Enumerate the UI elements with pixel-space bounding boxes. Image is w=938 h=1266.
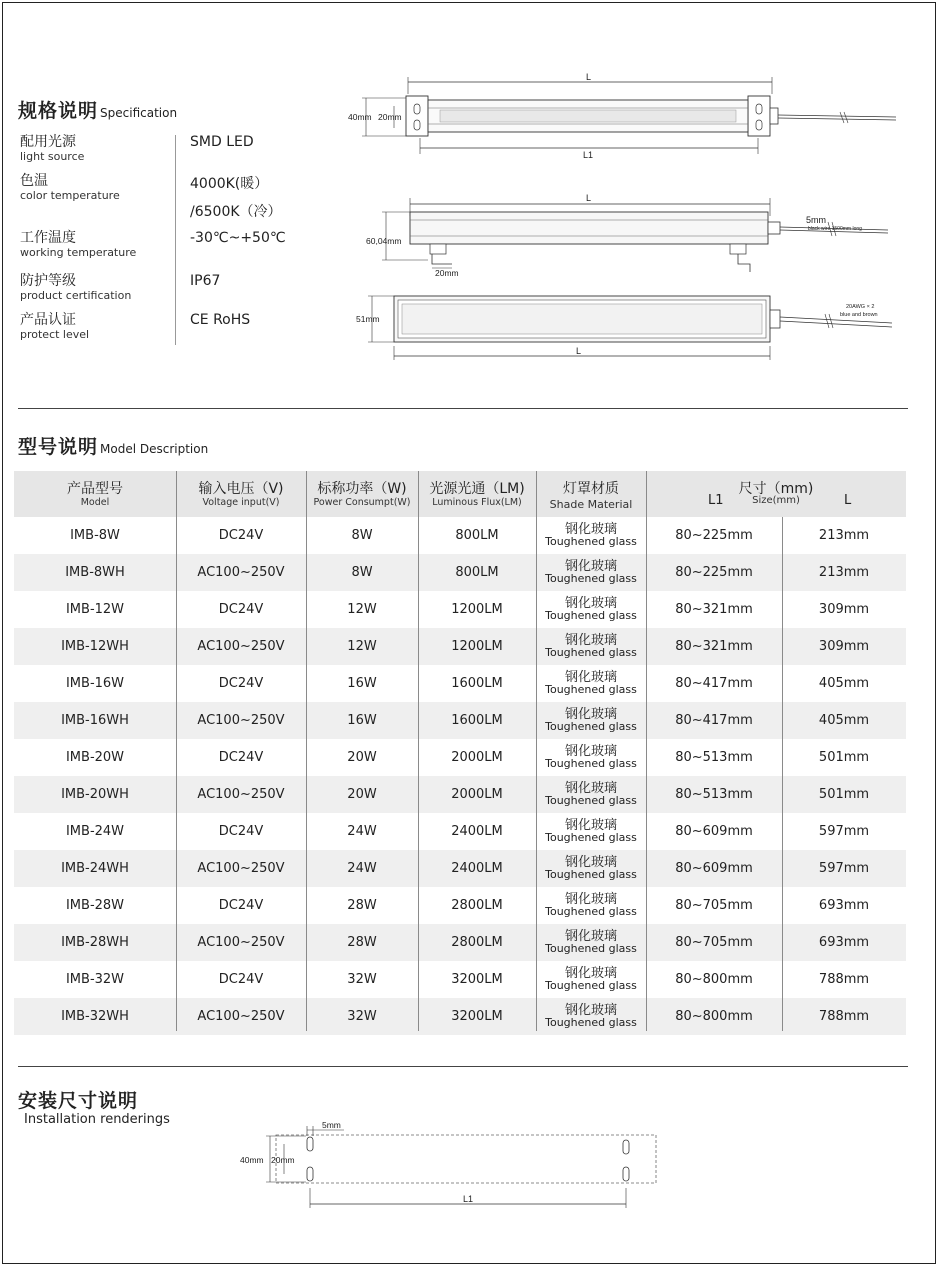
- cell-l1: 80~609mm: [675, 824, 753, 839]
- divider-spec: [18, 408, 908, 409]
- cell-l: 213mm: [818, 565, 870, 580]
- spec-value-color-temp-cold: /6500K（冷）: [190, 204, 282, 220]
- cell-power: 16W: [347, 676, 377, 691]
- cell-voltage: AC100~250V: [197, 1009, 285, 1024]
- cell-flux: 2000LM: [451, 750, 503, 765]
- cell-shade: 钢化玻璃 Toughened glass: [545, 892, 637, 918]
- cell-model: IMB-12W: [65, 602, 125, 617]
- col-divider: [418, 471, 419, 1031]
- cell-flux: 2800LM: [451, 898, 503, 913]
- table-row: [14, 998, 906, 1035]
- cell-model: IMB-28WH: [61, 935, 129, 950]
- cell-flux: 1600LM: [451, 676, 503, 691]
- cell-power: 12W: [347, 602, 377, 617]
- installation-drawing: [236, 1116, 666, 1210]
- cell-l1: 80~609mm: [675, 861, 753, 876]
- header-size: 尺寸（mm) Size(mm) L1 L: [708, 481, 852, 508]
- cell-flux: 1200LM: [451, 602, 503, 617]
- spec-row-light-source: 配用光源 light source: [20, 134, 85, 163]
- install-title-cn: 安装尺寸说明: [18, 1090, 139, 1112]
- table-header: [14, 471, 906, 517]
- side-dim-h: 60,04mm: [366, 236, 402, 246]
- cell-voltage: AC100~250V: [197, 935, 285, 950]
- cell-l1: 80~800mm: [675, 972, 753, 987]
- table-row: [14, 702, 906, 739]
- cell-shade: 钢化玻璃 Toughened glass: [545, 522, 637, 548]
- cell-l1: 80~321mm: [675, 639, 753, 654]
- cell-l1: 80~225mm: [675, 528, 753, 543]
- table-row: [14, 591, 906, 628]
- install-dim-h2: 20mm: [271, 1155, 295, 1165]
- cell-l: 501mm: [818, 750, 870, 765]
- spec-title-en: Specification: [100, 106, 178, 120]
- model-title: [18, 432, 208, 459]
- cell-voltage: AC100~250V: [197, 713, 285, 728]
- front-dim-l: L: [576, 346, 582, 356]
- cell-model: IMB-24WH: [61, 861, 129, 876]
- top-dim-l1: L1: [583, 150, 594, 160]
- top-dim-l: L: [586, 72, 592, 82]
- table-row: [14, 887, 906, 924]
- cell-voltage: AC100~250V: [197, 565, 285, 580]
- cell-flux: 2400LM: [451, 824, 503, 839]
- cell-l: 405mm: [818, 676, 870, 691]
- drawing-front-view: [356, 296, 892, 360]
- cell-l1: 80~705mm: [675, 935, 753, 950]
- cell-model: IMB-32W: [65, 972, 125, 987]
- cell-flux: 2000LM: [451, 787, 503, 802]
- side-wire-note: black wire 1500mm long: [808, 226, 862, 232]
- cell-flux: 1200LM: [451, 639, 503, 654]
- cell-l: 693mm: [818, 935, 870, 950]
- cell-l1: 80~705mm: [675, 898, 753, 913]
- cell-l1: 80~225mm: [675, 565, 753, 580]
- install-dim-l1: L1: [463, 1194, 474, 1204]
- header-l: L: [844, 493, 852, 508]
- spec-title: [18, 96, 177, 123]
- table-row: [14, 924, 906, 961]
- spec-value-certification: CE RoHS: [190, 312, 251, 328]
- model-title-en: Model Description: [100, 442, 209, 456]
- cell-l: 501mm: [818, 787, 870, 802]
- cell-l: 309mm: [818, 602, 870, 617]
- cell-l1: 80~417mm: [675, 713, 753, 728]
- cell-l1: 80~417mm: [675, 676, 753, 691]
- spec-row-working-temp: 工作温度 working temperature: [20, 230, 137, 259]
- install-title-en: Installation renderings: [24, 1112, 170, 1127]
- cell-power: 20W: [347, 787, 377, 802]
- spec-value-color-temp-warm: 4000K(暖）: [190, 176, 269, 192]
- front-wire-note1: 20AWG × 2: [846, 304, 875, 310]
- cell-flux: 2400LM: [451, 861, 503, 876]
- cell-model: IMB-20W: [65, 750, 125, 765]
- col-divider: [306, 471, 307, 1031]
- col-divider: [176, 471, 177, 1031]
- cell-l1: 80~321mm: [675, 602, 753, 617]
- cell-l1: 80~513mm: [675, 750, 753, 765]
- side-dim-wire: 5mm: [806, 215, 826, 225]
- col-divider: [536, 471, 537, 1031]
- cell-l: 788mm: [818, 1009, 870, 1024]
- cell-voltage: DC24V: [218, 972, 264, 987]
- cell-model: IMB-12WH: [61, 639, 129, 654]
- header-shade: 灯罩材质 Shade Material: [549, 481, 633, 511]
- cell-voltage: DC24V: [218, 602, 264, 617]
- drawing-side-view: [366, 193, 888, 278]
- cell-voltage: AC100~250V: [197, 639, 285, 654]
- table-row: [14, 517, 906, 554]
- cell-l1: 80~513mm: [675, 787, 753, 802]
- col-divider: [782, 517, 783, 1031]
- cell-voltage: DC24V: [218, 750, 264, 765]
- front-wire-note2: blue and brown: [840, 312, 878, 318]
- cell-power: 16W: [347, 713, 377, 728]
- cell-power: 8W: [351, 565, 373, 580]
- cell-shade: 钢化玻璃 Toughened glass: [545, 1003, 637, 1029]
- cell-power: 24W: [347, 824, 377, 839]
- install-dim-h1: 40mm: [240, 1155, 264, 1165]
- spec-title-cn: 规格说明: [18, 100, 99, 122]
- side-dim-foot: 20mm: [435, 268, 459, 278]
- cell-model: IMB-28W: [65, 898, 125, 913]
- cell-model: IMB-16W: [65, 676, 125, 691]
- cell-voltage: DC24V: [218, 528, 264, 543]
- top-dim-h1: 40mm: [348, 112, 372, 122]
- cell-shade: 钢化玻璃 Toughened glass: [545, 559, 637, 585]
- cell-model: IMB-16WH: [61, 713, 129, 728]
- cell-shade: 钢化玻璃 Toughened glass: [545, 781, 637, 807]
- spec-value-light-source: SMD LED: [190, 134, 254, 150]
- cell-l: 788mm: [818, 972, 870, 987]
- cell-power: 32W: [347, 972, 377, 987]
- cell-l: 597mm: [818, 861, 870, 876]
- cell-voltage: AC100~250V: [197, 787, 285, 802]
- cell-power: 32W: [347, 1009, 377, 1024]
- cell-voltage: DC24V: [218, 824, 264, 839]
- cell-voltage: DC24V: [218, 898, 264, 913]
- cell-power: 28W: [347, 935, 377, 950]
- cell-l: 213mm: [818, 528, 870, 543]
- spec-row-certification: 产品认证 protect level: [20, 312, 90, 341]
- cell-shade: 钢化玻璃 Toughened glass: [545, 670, 637, 696]
- cell-l1: 80~800mm: [675, 1009, 753, 1024]
- cell-shade: 钢化玻璃 Toughened glass: [545, 966, 637, 992]
- table-row: [14, 776, 906, 813]
- cell-power: 12W: [347, 639, 377, 654]
- header-flux: 光源光通（LM) Luminous Flux(LM): [429, 481, 525, 508]
- cell-voltage: AC100~250V: [197, 861, 285, 876]
- spec-value-working-temp: -30℃~+50℃: [190, 230, 286, 246]
- cell-voltage: DC24V: [218, 676, 264, 691]
- cell-flux: 3200LM: [451, 1009, 503, 1024]
- cell-l: 405mm: [818, 713, 870, 728]
- cell-shade: 钢化玻璃 Toughened glass: [545, 818, 637, 844]
- cell-power: 24W: [347, 861, 377, 876]
- front-dim-h: 51mm: [356, 314, 380, 324]
- cell-l: 309mm: [818, 639, 870, 654]
- cell-shade: 钢化玻璃 Toughened glass: [545, 855, 637, 881]
- cell-flux: 3200LM: [451, 972, 503, 987]
- cell-shade: 钢化玻璃 Toughened glass: [545, 596, 637, 622]
- cell-flux: 800LM: [455, 565, 499, 580]
- col-divider: [646, 471, 647, 1031]
- table-row: [14, 554, 906, 591]
- cell-model: IMB-24W: [65, 824, 125, 839]
- cell-model: IMB-32WH: [61, 1009, 129, 1024]
- cell-power: 8W: [351, 528, 373, 543]
- cell-flux: 2800LM: [451, 935, 503, 950]
- model-table: [14, 471, 906, 1035]
- technical-drawings: [340, 60, 910, 370]
- spec-row-protection: 防护等级 product certification: [20, 273, 132, 302]
- cell-model: IMB-8W: [70, 528, 120, 543]
- cell-l: 693mm: [818, 898, 870, 913]
- cell-power: 28W: [347, 898, 377, 913]
- cell-power: 20W: [347, 750, 377, 765]
- model-title-cn: 型号说明: [18, 436, 99, 458]
- cell-shade: 钢化玻璃 Toughened glass: [545, 929, 637, 955]
- top-dim-h2: 20mm: [378, 112, 402, 122]
- table-row: [14, 739, 906, 776]
- cell-l: 597mm: [818, 824, 870, 839]
- drawing-top-view: [348, 72, 896, 160]
- spec-divider: [175, 135, 176, 345]
- spec-row-color-temp: 色温 color temperature: [20, 173, 120, 202]
- table-row: [14, 628, 906, 665]
- header-voltage: 输入电压（V) Voltage input(V): [198, 481, 284, 508]
- spec-value-protection: IP67: [190, 273, 221, 289]
- cell-model: IMB-20WH: [61, 787, 129, 802]
- header-model: 产品型号 Model: [67, 481, 123, 508]
- header-l1: L1: [708, 493, 724, 508]
- header-power: 标称功率（W) Power Consumpt(W): [313, 481, 411, 508]
- table-row: [14, 665, 906, 702]
- divider-table: [18, 1066, 908, 1067]
- side-dim-l: L: [586, 193, 592, 203]
- table-row: [14, 813, 906, 850]
- cell-flux: 1600LM: [451, 713, 503, 728]
- table-body: [14, 517, 906, 1035]
- cell-shade: 钢化玻璃 Toughened glass: [545, 633, 637, 659]
- cell-model: IMB-8WH: [65, 565, 125, 580]
- cell-shade: 钢化玻璃 Toughened glass: [545, 744, 637, 770]
- install-dim-w: 5mm: [322, 1120, 341, 1130]
- table-row: [14, 961, 906, 998]
- cell-shade: 钢化玻璃 Toughened glass: [545, 707, 637, 733]
- table-row: [14, 850, 906, 887]
- cell-flux: 800LM: [455, 528, 499, 543]
